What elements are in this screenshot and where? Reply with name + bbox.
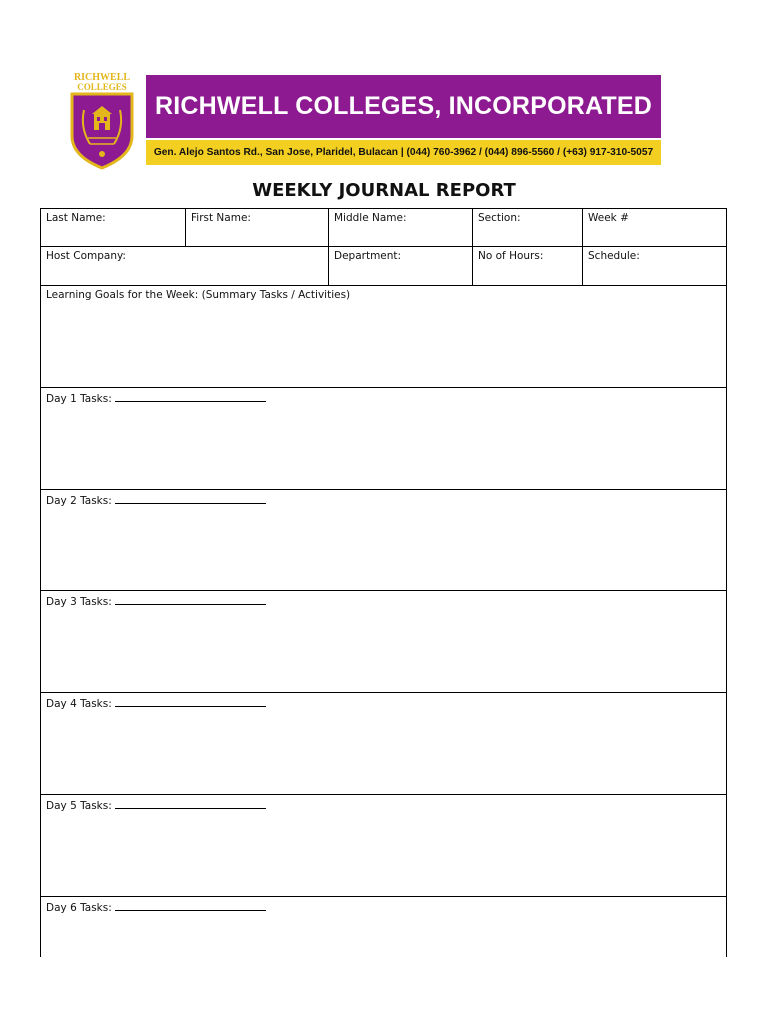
day-5-tasks-field[interactable] xyxy=(41,795,726,896)
logo-bottom-text: COLLEGES xyxy=(77,82,127,92)
middle-name-field[interactable] xyxy=(329,209,472,246)
form-border-right xyxy=(726,208,727,957)
day-1-tasks-field[interactable] xyxy=(41,388,726,489)
day-2-tasks-field[interactable] xyxy=(41,490,726,590)
schedule-label: Schedule: xyxy=(588,250,640,262)
day-1-date-blank[interactable] xyxy=(115,390,266,402)
first-name-label: First Name: xyxy=(191,212,251,224)
day-6-tasks-label: Day 6 Tasks: xyxy=(46,902,112,914)
host-company-label: Host Company: xyxy=(46,250,126,262)
department-label: Department: xyxy=(334,250,402,262)
week-number-field[interactable] xyxy=(583,209,726,246)
day-5-tasks-label: Day 5 Tasks: xyxy=(46,800,112,812)
day-6-date-blank[interactable] xyxy=(115,899,266,911)
last-name-label: Last Name: xyxy=(46,212,106,224)
hours-label: No of Hours: xyxy=(478,250,544,262)
report-title: WEEKLY JOURNAL REPORT xyxy=(252,180,516,201)
day-4-date-blank[interactable] xyxy=(115,695,266,707)
day-2-tasks-label: Day 2 Tasks: xyxy=(46,495,112,507)
first-name-field[interactable] xyxy=(186,209,328,246)
section-field[interactable] xyxy=(473,209,582,246)
day-3-tasks-field[interactable] xyxy=(41,591,726,692)
hours-field[interactable] xyxy=(473,247,582,285)
college-logo xyxy=(66,70,138,170)
day-1-tasks-label: Day 1 Tasks: xyxy=(46,393,112,405)
week-number-label: Week # xyxy=(588,212,629,224)
day-6-tasks-field[interactable] xyxy=(41,897,726,957)
section-label: Section: xyxy=(478,212,521,224)
day-5-date-blank[interactable] xyxy=(115,797,266,809)
department-field[interactable] xyxy=(329,247,472,285)
day-3-tasks-label: Day 3 Tasks: xyxy=(46,596,112,608)
last-name-field[interactable] xyxy=(41,209,185,246)
schedule-field[interactable] xyxy=(583,247,726,285)
middle-name-label: Middle Name: xyxy=(334,212,407,224)
day-2-date-blank[interactable] xyxy=(115,492,266,504)
logo-top-text: RICHWELL xyxy=(73,72,131,83)
learning-goals-label: Learning Goals for the Week: (Summary Tasks / Activities) xyxy=(46,289,351,301)
day-3-date-blank[interactable] xyxy=(115,593,266,605)
host-company-field[interactable] xyxy=(41,247,328,285)
school-name-banner: RICHWELL COLLEGES, INCORPORATED xyxy=(146,75,661,138)
address-contact-banner: Gen. Alejo Santos Rd., San Jose, Plaridel, Bulacan | (044) 760-3962 / (044) 896-5560 / (+63) 917-310-5057 xyxy=(146,140,661,165)
day-4-tasks-label: Day 4 Tasks: xyxy=(46,698,112,710)
learning-goals-field[interactable] xyxy=(41,286,726,387)
day-4-tasks-field[interactable] xyxy=(41,693,726,794)
